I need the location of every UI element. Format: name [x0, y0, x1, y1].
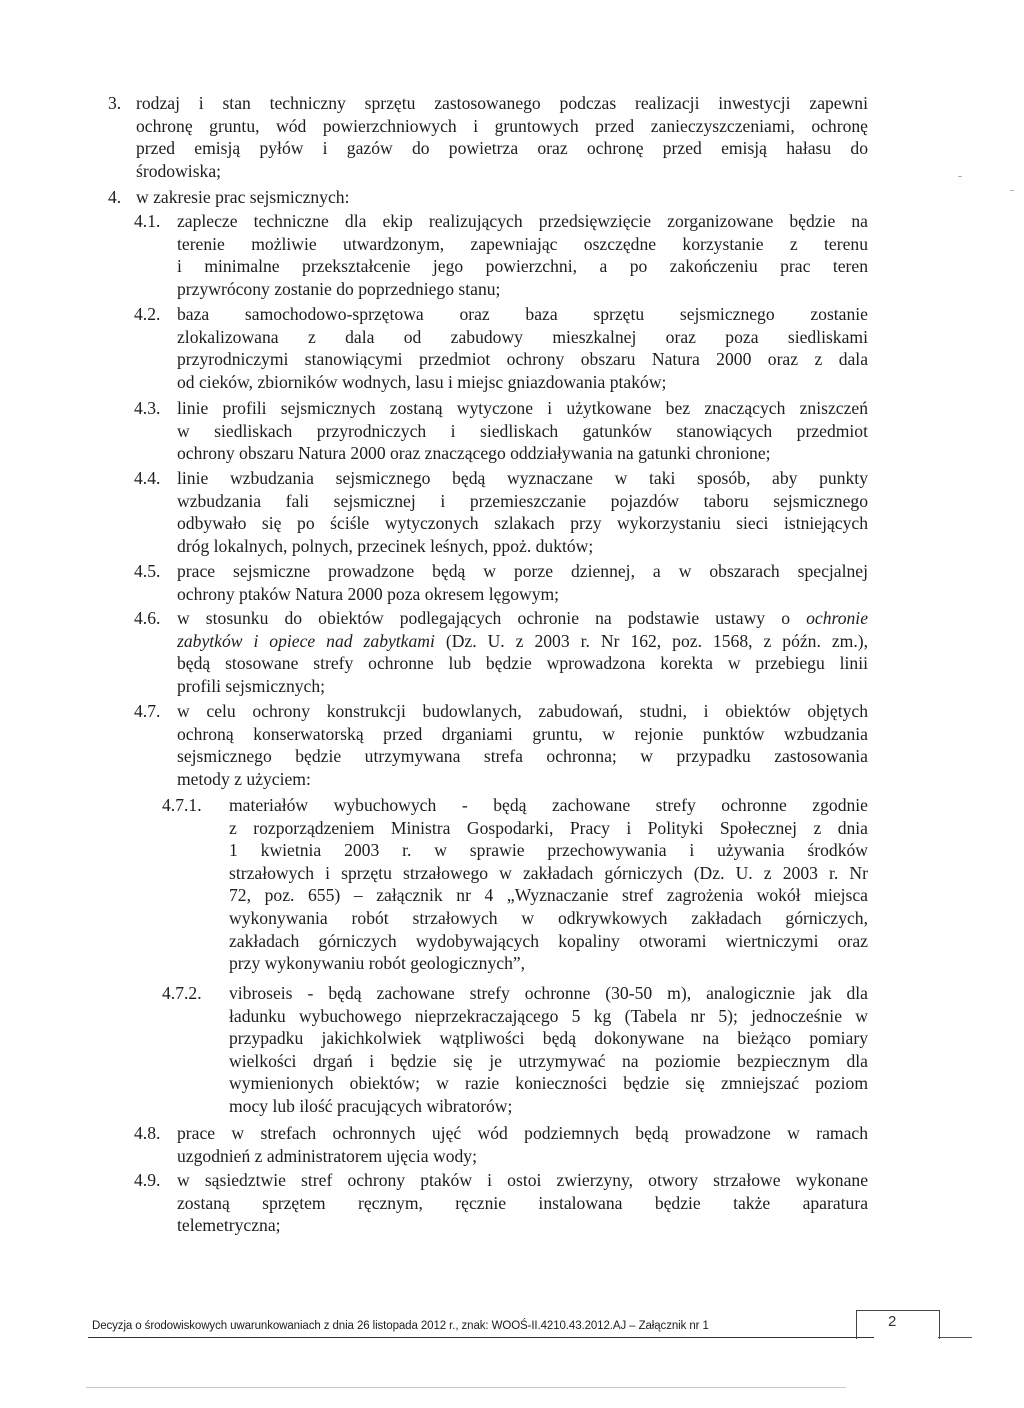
text-line: przywrócony zostanie do poprzedniego stanu;: [177, 278, 501, 299]
text-line: ochrony obszaru Natura 2000 oraz znaczącego oddziaływania na gatunki chronione;: [177, 443, 771, 464]
text-line: zostaną sprzętem ręcznym, ręcznie instalowana będzie także aparatura: [177, 1192, 868, 1213]
text-line: przyrodniczymi stanowiącymi przedmiot ochrony obszaru Natura 2000 oraz z dala: [177, 349, 868, 370]
item-number: 4.2.: [134, 304, 161, 324]
text-line: odbywało się po ściśle wytyczonych szlakach przy wykorzystaniu sieci istniejących: [177, 513, 868, 534]
text-line: baza samochodowo-sprzętowa oraz baza sprzętu sejsmicznego zostanie: [177, 304, 868, 324]
text-line: 72, poz. 655) – załącznik nr 4 „Wyznaczanie stref zagrożenia wokół miejsca: [229, 885, 868, 906]
scan-speck: [1010, 190, 1014, 191]
text-line: linie wzbudzania sejsmicznego będą wyznaczane w taki sposób, aby punkty: [177, 468, 868, 488]
item-number: 4.4.: [134, 468, 161, 488]
text-line: profili sejsmicznych;: [177, 675, 326, 696]
text-line: 1 kwietnia 2003 r. w sprawie przechowywania i używania środków: [229, 840, 868, 861]
item-text: [177, 1169, 868, 1237]
text-line: wymienionych obiektów; w razie konieczności będzie się zmniejszać poziom: [229, 1073, 868, 1094]
text-line: telemetryczna;: [177, 1215, 281, 1236]
text-line: i minimalne przekształcenie jego powierzchni, a po zakończeniu prac teren: [177, 256, 868, 277]
item-number: 4.5.: [134, 561, 161, 581]
text-line: w celu ochrony konstrukcji budowlanych, zabudowań, studni, i obiektów objętych: [177, 701, 868, 721]
text-line: uzgodnień z administratorem ujęcia wody;: [177, 1145, 477, 1166]
item-text: [229, 982, 868, 1118]
text-line: strzałowych i sprzętu strzałowego w zakładach górniczych (Dz. U. z 2003 r. Nr: [229, 862, 868, 883]
text-line: metody z użyciem:: [177, 768, 311, 789]
text-line: przy wykonywaniu robót geologicznych”,: [229, 953, 526, 974]
text-line: zaplecze techniczne dla ekip realizujących przedsięwzięcie zorganizowane będzie na: [177, 211, 868, 231]
text-line: od cieków, zbiorników wodnych, lasu i miejsc gniazdowania ptaków;: [177, 371, 667, 392]
text-line: w siedliskach przyrodniczych i siedliskach gatunków stanowiących przedmiot: [177, 420, 868, 441]
item-number: 4.8.: [134, 1123, 161, 1143]
item-text: [136, 186, 868, 209]
footer-rule-tail: [938, 1337, 972, 1338]
text-line: prace w strefach ochronnych ujęć wód podziemnych będą prowadzone w ramach: [177, 1123, 868, 1143]
text-line: rodzaj i stan techniczny sprzętu zastosowanego podczas realizacji inwestycji zapewni: [136, 93, 868, 113]
text-line: wzbudzania fali sejsmicznej i przemieszczanie pojazdów taboru sejsmicznego: [177, 490, 868, 511]
text-line: środowiska;: [136, 160, 222, 181]
page-number-box: [856, 1310, 940, 1339]
text-line: dróg lokalnych, polnych, przecinek leśnych, ppoż. duktów;: [177, 535, 594, 556]
item-text: [177, 397, 868, 465]
item-text: [177, 467, 868, 557]
text-line: prace sejsmiczne prowadzone będą w porze dziennej, a w obszarach specjalnej: [177, 561, 868, 581]
item-number: 4.: [108, 187, 122, 207]
footer-reference: Decyzja o środowiskowych uwarunkowaniach z dnia 26 listopada 2012 r., znak: WOOŚ-II.4210.43.2012.AJ – Załącznik nr 1: [92, 1320, 709, 1332]
text-line: wykonywania robót strzałowych w odkrywkowych zakładach górniczych,: [229, 907, 868, 928]
text-line: vibroseis - będą zachowane strefy ochronne (30-50 m), analogicznie jak dla: [229, 983, 868, 1003]
scan-artifact-line: [86, 1387, 846, 1388]
text-line: przypadku jakichkolwiek wątpliwości będą dokonywane na bieżąco pomiary: [229, 1028, 868, 1049]
item-text: [177, 210, 868, 300]
item-text: [136, 92, 868, 182]
text-line: ładunku wybuchowego nieprzekraczającego 5 kg (Tabela nr 5); jednocześnie w: [229, 1005, 868, 1026]
text-line: ochroną konserwatorską przed drganiami gruntu, w rejonie punktów wzbudzania: [177, 723, 868, 744]
text-line: ochronę gruntu, wód powierzchniowych i gruntowych przed zanieczyszczeniami, ochronę: [136, 115, 868, 136]
item-number: 4.9.: [134, 1170, 161, 1190]
scan-speck: [958, 176, 962, 177]
item-text: [177, 560, 868, 605]
item-text: [177, 700, 868, 790]
text-line: wielkości drgań i będzie się je utrzymywać na poziomie bezpiecznym dla: [229, 1050, 868, 1071]
text-line: zlokalizowana z dala od zabudowy mieszkalnej oraz poza siedliskami: [177, 326, 868, 347]
item-text: [177, 607, 868, 697]
item-number: 4.7.: [134, 701, 161, 721]
item-number: 4.7.1.: [162, 795, 202, 815]
item-text: [177, 303, 868, 393]
text-line: przed emisją pyłów i gazów do powietrza oraz ochronę przed emisją hałasu do: [136, 138, 868, 159]
item-number: 3.: [108, 93, 122, 113]
text-line: ochrony ptaków Natura 2000 poza okresem lęgowym;: [177, 583, 560, 604]
text-line: z rozporządzeniem Ministra Gospodarki, Pracy i Polityki Społecznej z dnia: [229, 817, 868, 838]
text-line: linie profili sejsmicznych zostaną wytyczone i użytkowane bez znaczących zniszczeń: [177, 398, 868, 418]
text-line: terenie możliwie utwardzonym, zapewniając oszczędne korzystanie z terenu: [177, 233, 868, 254]
text-line: będą stosowane strefy ochronne lub będzie wprowadzona korekta w przebiegu linii: [177, 653, 868, 674]
item-text: [229, 794, 868, 975]
item-number: 4.3.: [134, 398, 161, 418]
item-number: 4.7.2.: [162, 983, 202, 1003]
text-line: w stosunku do obiektów podlegających ochronie na podstawie ustawy o ochronie: [177, 608, 868, 628]
text-line: w sąsiedztwie stref ochrony ptaków i ostoi zwierzyny, otwory strzałowe wykonane: [177, 1170, 868, 1190]
text-line: mocy lub ilość pracujących wibratorów;: [229, 1095, 513, 1116]
text-line: zakładach górniczych wydobywających kopaliny otworami wiertniczymi oraz: [229, 930, 868, 951]
text-line: w zakresie prac sejsmicznych:: [136, 187, 350, 207]
item-number: 4.1.: [134, 211, 161, 231]
page-number: 2: [888, 1313, 897, 1330]
item-number: 4.6.: [134, 608, 161, 628]
text-line: sejsmicznego będzie utrzymywana strefa ochronna; w przypadku zastosowania: [177, 746, 868, 767]
item-text: [177, 1122, 868, 1167]
footer-rule: [88, 1337, 874, 1338]
text-line: zabytków i opiece nad zabytkami (Dz. U. z 2003 r. Nr 162, poz. 1568, z późn. zm.),: [177, 630, 868, 651]
text-line: materiałów wybuchowych - będą zachowane strefy ochronne zgodnie: [229, 795, 868, 815]
